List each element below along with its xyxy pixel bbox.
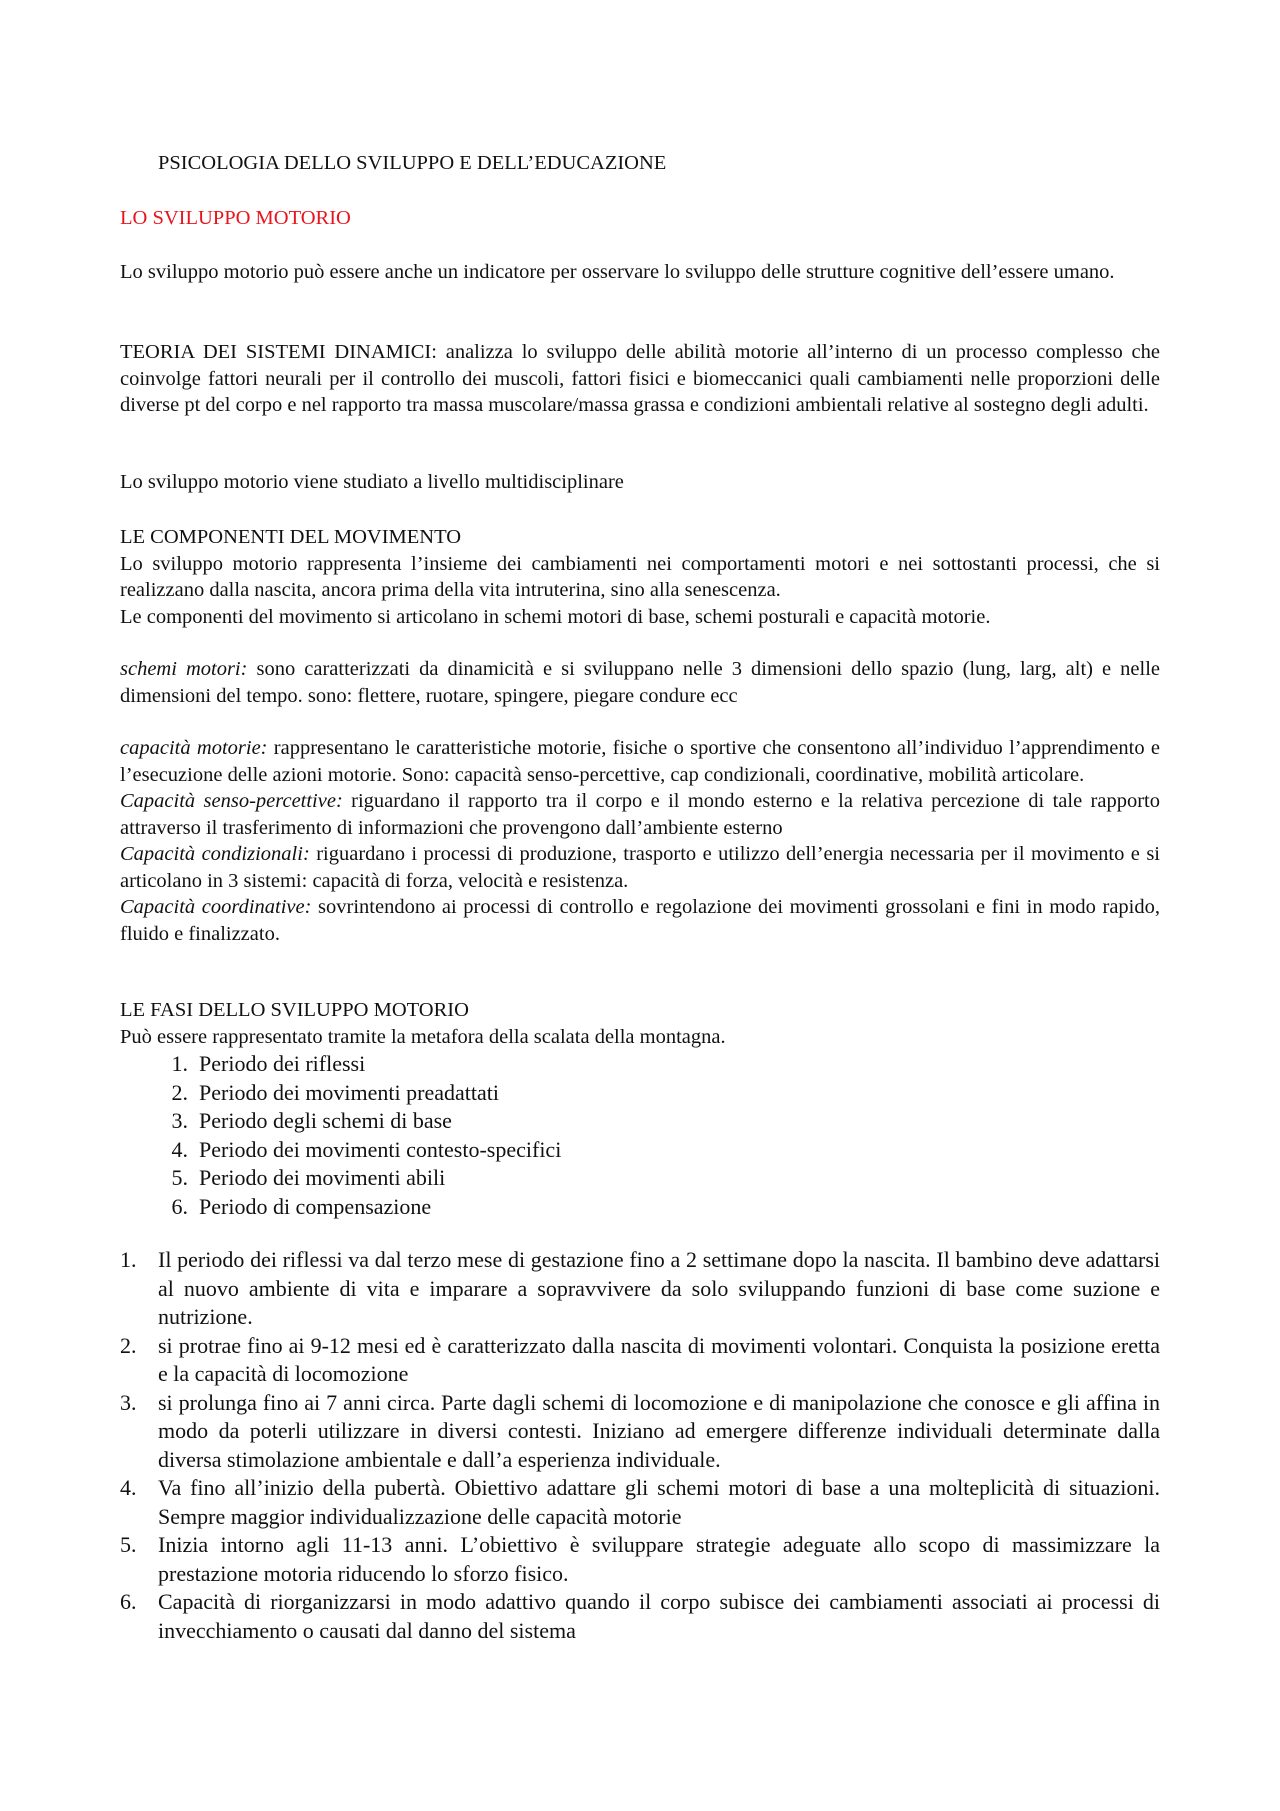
capacita-senso-percettive-text: riguardano il rapporto tra il corpo e il mondo esterno e la relativa percezione di tale rapporto attraverso il trasferimento di informazioni che provengono dall’ambiente esterno	[120, 790, 1160, 839]
capacita-condizionali-text: riguardano i processi di produzione, trasporto e utilizzo dell’energia necessaria per il movimento e si articolano in 3 sistemi: capacità di forza, velocità e resistenza.	[120, 843, 1160, 892]
capacita-motorie-term: capacità motorie:	[120, 737, 268, 759]
list-item: 4. Periodo dei movimenti contesto-specifici	[171, 1136, 562, 1162]
componenti-section	[120, 524, 1160, 630]
multidisciplinare-paragraph: Lo sviluppo motorio viene studiato a livello multidisciplinare	[120, 471, 624, 493]
capacita-coordinative-term: Capacità coordinative:	[120, 896, 312, 918]
list-item: 1. Il periodo dei riflessi va dal terzo mese di gestazione fino a 2 settimane dopo la nascita. Il bambino deve adattarsi al nuovo ambiente di vita e imparare a sopravvivere da solo sviluppando funzioni di base come suzione e nutrizione.	[120, 1247, 1160, 1329]
descriptions-list	[120, 1246, 1160, 1645]
fasi-intro: Può essere rappresentato tramite la metafora della scalata della montagna.	[120, 1025, 726, 1048]
capacita-condizionali-term: Capacità condizionali:	[120, 843, 310, 865]
list-item: 6. Capacità di riorganizzarsi in modo adattivo quando il corpo subisce dei cambiamenti associati ai processi di invecchiamento o causati dal danno del sistema	[120, 1589, 1160, 1643]
list-item: 1. Periodo dei riflessi	[171, 1051, 366, 1076]
list-item: 2. si protrae fino ai 9-12 mesi ed è caratterizzato dalla nascita di movimenti volontari. Conquista la posizione eretta e la capacità di locomozione	[120, 1332, 1160, 1386]
list-item: 5. Inizia intorno agli 11-13 anni. L’obiettivo è sviluppare strategie adeguate allo scopo di massimizzare la prestazione motoria riducendo lo sforzo fisico.	[120, 1532, 1160, 1586]
capacita-section	[120, 735, 1160, 947]
schemi-motori-text: sono caratterizzati da dinamicità e si sviluppano nelle 3 dimensioni dello spazio (lung, larg, alt) e nelle dimensioni del tempo. sono: flettere, ruotare, spingere, piegare condure ecc	[120, 658, 1160, 707]
componenti-paragraph-2: Le componenti del movimento si articolano in schemi motori di base, schemi posturali e capacità motorie.	[120, 605, 991, 628]
schemi-motori-term: schemi motori:	[120, 658, 248, 680]
document-title: PSICOLOGIA DELLO SVILUPPO E DELL’EDUCAZIONE	[158, 152, 667, 174]
fasi-section	[120, 997, 1160, 1221]
schemi-motori-paragraph	[120, 656, 1160, 709]
list-item: 3. si prolunga fino ai 7 anni circa. Parte dagli schemi di locomozione e di manipolazione che conosce e gli affina in modo da poterli utilizzare in diversi contesti. Iniziano ad emergere differenze individuali determinate dalla diversa stimolazione ambientale e dall’a esperienza individuale.	[120, 1389, 1160, 1472]
capacita-coordinative-text: sovrintendono ai processi di controllo e regolazione dei movimenti grossolani e fini in modo rapido, fluido e finalizzato.	[120, 896, 1160, 945]
periods-list	[120, 1050, 1160, 1221]
list-item: 2. Periodo dei movimenti preadattati	[171, 1079, 499, 1105]
capacita-condizionali-paragraph	[120, 841, 1160, 894]
list-item: 3. Periodo degli schemi di base	[171, 1108, 452, 1133]
list-item: 6. Periodo di compensazione	[171, 1193, 432, 1219]
capacita-senso-percettive-paragraph	[120, 788, 1160, 841]
list-item: 4. Va fino all’inizio della pubertà. Obiettivo adattare gli schemi motori di base a una molteplicità di situazioni. Sempre maggior individualizzazione delle capacità motorie	[120, 1475, 1160, 1529]
list-item: 5. Periodo dei movimenti abili	[171, 1165, 446, 1190]
teoria-paragraph: TEORIA DEI SISTEMI DINAMICI: analizza lo sviluppo delle abilità motorie all’interno di un processo complesso che coinvolge fattori neurali per il controllo dei muscoli, fattori fisici e biomeccanici quali cambiamenti nelle proporzioni delle diverse pt del corpo e nel rapporto tra massa muscolare/massa grassa e condizioni ambientali relative al sostegno degli adulti.	[120, 341, 1160, 416]
componenti-heading: LE COMPONENTI DEL MOVIMENTO	[120, 526, 462, 548]
capacita-motorie-text: rappresentano le caratteristiche motorie, fisiche o sportive che consentono all’individuo l’apprendimento e l’esecuzione delle azioni motorie. Sono: capacità senso-percettive, cap condizionali, coordinative, mobilità articolare.	[120, 737, 1160, 786]
intro-paragraph: Lo sviluppo motorio può essere anche un indicatore per osservare lo sviluppo delle strutture cognitive dell’essere umano.	[120, 261, 1115, 283]
capacita-senso-percettive-term: Capacità senso-percettive:	[120, 790, 343, 812]
componenti-paragraph-1: Lo sviluppo motorio rappresenta l’insieme dei cambiamenti nei comportamenti motori e nei sottostanti processi, che si realizzano dalla nascita, ancora prima della vita intruterina, sino alla senescenza.	[120, 552, 1160, 601]
fasi-heading: LE FASI DELLO SVILUPPO MOTORIO	[120, 999, 469, 1021]
capacita-coordinative-paragraph	[120, 894, 1160, 947]
capacita-motorie-paragraph	[120, 735, 1160, 788]
section-title: LO SVILUPPO MOTORIO	[120, 207, 351, 229]
